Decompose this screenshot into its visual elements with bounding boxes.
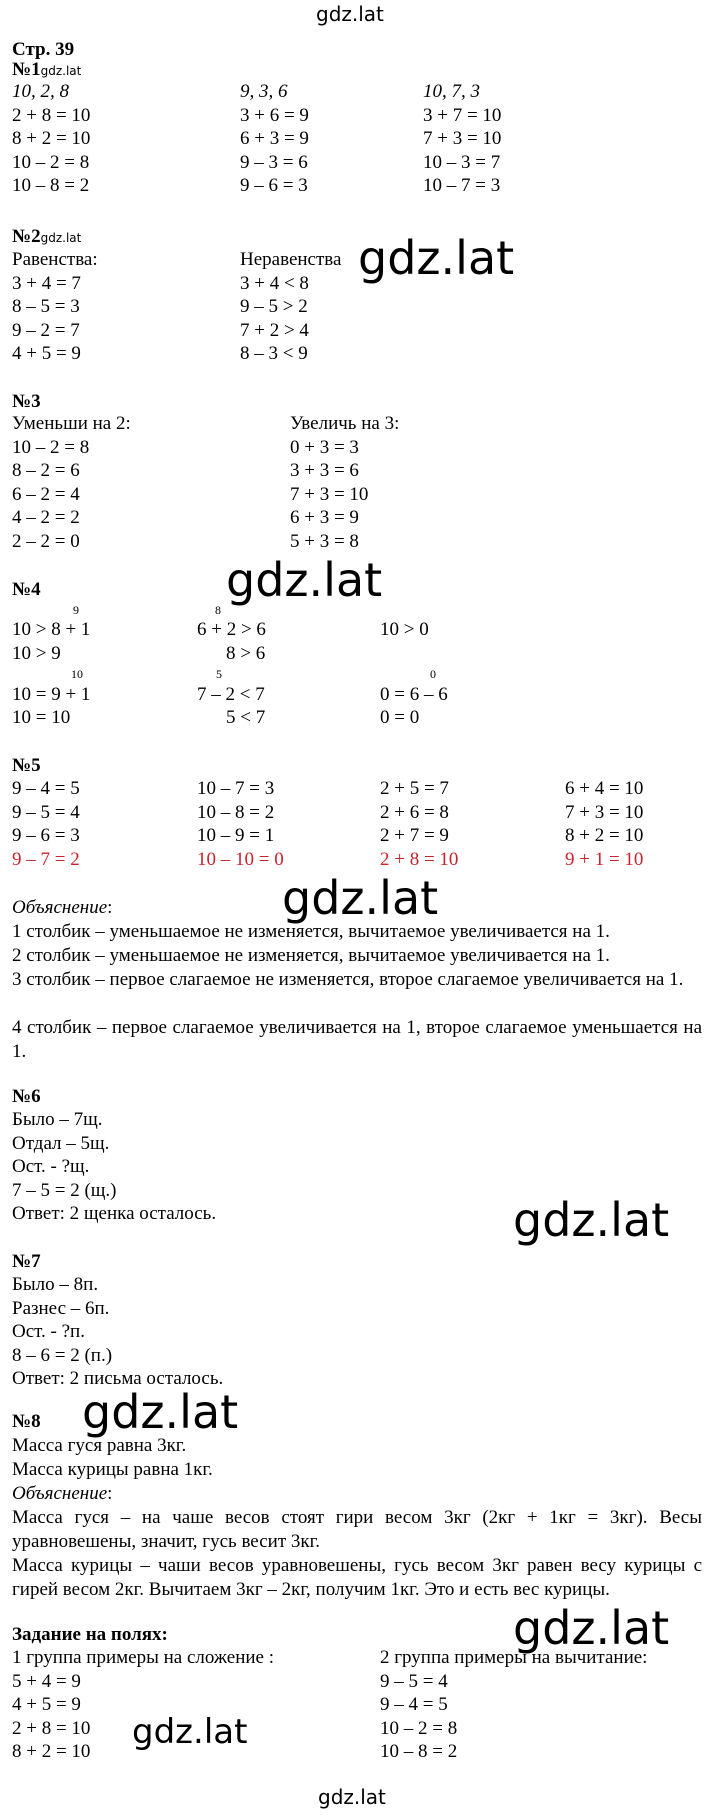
task-5-col-2: 10 – 7 = 3 10 – 8 = 2 10 – 9 = 1 10 – 10 = 0 <box>197 778 284 870</box>
task-2-inequalities: Неравенства 3 + 4 < 8 9 – 5 > 2 7 + 2 > 4 8 – 3 < 9 <box>240 249 342 364</box>
task-4-line: 7 – 2 < 7 <box>197 684 265 705</box>
task-1-title: №1gdz.lat <box>12 59 82 80</box>
task-5-explanation-2: 2 столбик – уменьшаемое не изменяется, вычитаемое увеличивается на 1. <box>12 945 610 966</box>
margin-subtraction-group: 2 группа примеры на вычитание: 9 – 5 = 4 9 – 4 = 5 10 – 2 = 8 10 – 8 = 2 <box>380 1647 648 1762</box>
watermark-2: gdz.lat <box>226 553 383 607</box>
task-3-title: №3 <box>12 391 41 412</box>
task-4-sup-1: 9 <box>73 603 79 617</box>
task-4-sup-5: 0 <box>430 667 436 681</box>
task-4-line: 5 < 7 <box>226 707 266 728</box>
task-1-col-3: 10, 7, 3 3 + 7 = 10 7 + 3 = 10 10 – 3 = 7 10 – 7 = 3 <box>423 81 502 196</box>
task-5-explanation-4: 4 столбик – первое слагаемое увеличивается на 1, второе слагаемое уменьшается на 1. <box>12 1017 702 1062</box>
task-5-explanation-1: 1 столбик – уменьшаемое не изменяется, вычитаемое увеличивается на 1. <box>12 921 610 942</box>
task-4-sup-3: 10 <box>71 667 83 681</box>
task-8-title: №8 <box>12 1411 41 1432</box>
task-4-line: 6 + 2 > 6 <box>197 619 266 640</box>
task-5-explanation-label: Объяснение: <box>12 897 113 918</box>
task-5-col-4: 6 + 4 = 10 7 + 3 = 10 8 + 2 = 10 9 + 1 = 10 <box>565 778 644 870</box>
task-5-col-3: 2 + 5 = 7 2 + 6 = 8 2 + 7 = 9 2 + 8 = 10 <box>380 778 459 870</box>
task-6-body: Было – 7щ. Отдал – 5щ. Ост. - ?щ. 7 – 5 = 2 (щ.) Ответ: 2 щенка осталось. <box>12 1109 217 1224</box>
watermark-5: gdz.lat <box>82 1385 239 1439</box>
task-4-sup-4: 5 <box>216 667 222 681</box>
footer-site-label: gdz.lat <box>318 1785 386 1809</box>
task-4-line: 0 = 0 <box>380 707 420 728</box>
watermark-7: gdz.lat <box>132 1712 248 1752</box>
task-5-title: №5 <box>12 755 41 776</box>
watermark-1: gdz.lat <box>358 231 515 285</box>
task-4-title: №4 <box>12 579 41 600</box>
watermark-3: gdz.lat <box>282 871 439 925</box>
task-7-body: Было – 8п. Разнес – 6п. Ост. - ?п. 8 – 6 = 2 (п.) Ответ: 2 письма осталось. <box>12 1274 224 1385</box>
task-4-line: 8 > 6 <box>226 643 266 664</box>
task-8-paragraph-1: Масса гуся – на чаше весов стоят гири весом 3кг (2кг + 1кг = 3кг). Весы уравновешены, значит, гусь весит 3кг. <box>12 1507 702 1552</box>
task-4-line: 10 > 9 <box>12 643 61 664</box>
task-4-line: 0 = 6 – 6 <box>380 684 448 705</box>
task-1-col-1: 10, 2, 8 2 + 8 = 10 8 + 2 = 10 10 – 2 = 8 10 – 8 = 2 <box>12 81 91 196</box>
watermark-6: gdz.lat <box>513 1601 670 1655</box>
task-4-line: 10 > 8 + 1 <box>12 619 91 640</box>
task-4-line: 10 > 0 <box>380 619 429 640</box>
top-site-label: gdz.lat <box>316 2 384 26</box>
task-5-explanation-3: 3 столбик – первое слагаемое не изменяется, второе слагаемое увеличивается на 1. <box>12 969 684 990</box>
task-6-title: №6 <box>12 1086 41 1107</box>
task-3-increase: Увеличь на 3: 0 + 3 = 3 3 + 3 = 6 7 + 3 = 10 6 + 3 = 9 5 + 3 = 8 <box>290 413 400 552</box>
task-4-line: 10 = 9 + 1 <box>12 684 91 705</box>
task-1-col-2: 9, 3, 6 3 + 6 = 9 6 + 3 = 9 9 – 3 = 6 9 – 6 = 3 <box>240 81 309 196</box>
task-2-title: №2gdz.lat <box>12 226 82 247</box>
task-5-col-1: 9 – 4 = 5 9 – 5 = 4 9 – 6 = 3 9 – 7 = 2 <box>12 778 80 870</box>
task-7-title: №7 <box>12 1251 41 1272</box>
watermark-4: gdz.lat <box>513 1193 670 1247</box>
task-8-line-1: Масса гуся равна 3кг. <box>12 1435 187 1456</box>
task-4-sup-2: 8 <box>215 603 221 617</box>
page-number: Стр. 39 <box>12 39 75 60</box>
task-4-line: 10 = 10 <box>12 707 71 728</box>
task-2-equalities: Равенства: 3 + 4 = 7 8 – 5 = 3 9 – 2 = 7 4 + 5 = 9 <box>12 249 98 364</box>
task-8-paragraph-2: Масса курицы – чаши весов уравновешены, гусь весом 3кг равен весу курицы с гирей весом 2кг. Вычитаем 3кг – 2кг, получим 1кг. Это и есть вес курицы. <box>12 1555 702 1600</box>
task-3-decrease: Уменьши на 2: 10 – 2 = 8 8 – 2 = 6 6 – 2 = 4 4 – 2 = 2 2 – 2 = 0 <box>12 413 131 552</box>
margin-task-title: Задание на полях: <box>12 1624 168 1645</box>
task-8-line-2: Масса курицы равна 1кг. <box>12 1459 213 1480</box>
margin-addition-group: 1 группа примеры на сложение : 5 + 4 = 9 4 + 5 = 9 2 + 8 = 10 8 + 2 = 10 <box>12 1647 275 1762</box>
task-8-explanation-label: Объяснение: <box>12 1483 113 1504</box>
